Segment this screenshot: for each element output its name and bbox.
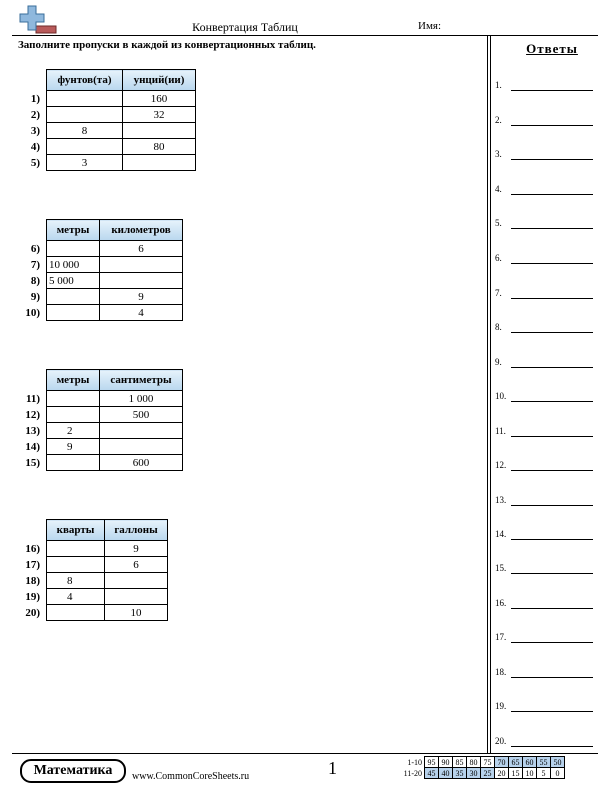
- problem-number: 20): [25, 606, 40, 619]
- table-row: [20, 541, 168, 557]
- table-cell[interactable]: 500: [100, 407, 183, 423]
- table-cell[interactable]: [100, 273, 183, 289]
- answer-line[interactable]: [511, 298, 593, 299]
- table-cell[interactable]: [47, 455, 100, 471]
- table-row: [20, 273, 183, 289]
- table-cell[interactable]: 4: [100, 305, 183, 321]
- answer-line[interactable]: [511, 746, 593, 747]
- answer-column-divider: [487, 35, 488, 753]
- answer-label: 9.: [495, 357, 502, 367]
- conversion-table-meters-kilometers: [20, 219, 183, 321]
- score-cell: 10: [523, 768, 537, 779]
- table-cell[interactable]: [47, 107, 123, 123]
- answer-line[interactable]: [511, 194, 593, 195]
- table-row: [20, 407, 183, 423]
- score-cell: 50: [551, 757, 565, 768]
- table-cell[interactable]: [47, 139, 123, 155]
- instructions: Заполните пропуски в каждой из конвертационных таблиц.: [18, 39, 316, 51]
- website-link[interactable]: www.CommonCoreSheets.ru: [132, 771, 250, 782]
- answer-label: 7.: [495, 288, 502, 298]
- problem-number: 15): [25, 456, 40, 469]
- table-cell[interactable]: [47, 241, 100, 257]
- table-row: [20, 557, 168, 573]
- table-cell[interactable]: [100, 439, 183, 455]
- problem-number: 1): [30, 92, 40, 105]
- table-cell[interactable]: [47, 605, 105, 621]
- page-title: Конвертация Таблиц: [192, 20, 298, 34]
- table-row: [20, 423, 183, 439]
- answer-line[interactable]: [511, 711, 593, 712]
- table-row: [20, 439, 183, 455]
- answer-label: 14.: [495, 529, 507, 539]
- score-cell: 40: [439, 768, 453, 779]
- problem-number: 13): [25, 424, 40, 437]
- score-cell: 55: [537, 757, 551, 768]
- table-row: [20, 91, 196, 107]
- answer-line[interactable]: [511, 642, 593, 643]
- table-cell[interactable]: [47, 557, 105, 573]
- answer-line[interactable]: [511, 367, 593, 368]
- problem-number: 12): [25, 408, 40, 421]
- table-cell[interactable]: [47, 391, 100, 407]
- table-cell[interactable]: 6: [100, 241, 183, 257]
- table-cell[interactable]: 8: [47, 573, 105, 589]
- page-number: 1: [328, 758, 337, 778]
- table-cell[interactable]: 80: [123, 139, 196, 155]
- table-row: [20, 139, 196, 155]
- answer-label: 10.: [495, 391, 507, 401]
- column-header: галлоны: [105, 520, 168, 541]
- conversion-table-meters-centimeters: [20, 369, 183, 471]
- score-cell: 0: [551, 768, 565, 779]
- answer-label: 16.: [495, 598, 507, 608]
- problem-number: 11): [25, 392, 40, 405]
- table-row: [20, 155, 196, 171]
- table-row: [20, 605, 168, 621]
- answer-line[interactable]: [511, 539, 593, 540]
- score-row: [396, 757, 565, 768]
- answer-label: 17.: [495, 632, 507, 642]
- answer-label: 4.: [495, 184, 502, 194]
- table-cell[interactable]: [47, 407, 100, 423]
- table-cell[interactable]: [47, 541, 105, 557]
- table-row: [20, 257, 183, 273]
- table-cell[interactable]: [100, 423, 183, 439]
- table-cell[interactable]: 8: [47, 123, 123, 139]
- answer-line[interactable]: [511, 436, 593, 437]
- answer-line[interactable]: [511, 470, 593, 471]
- table-row: [20, 455, 183, 471]
- problem-number: 3): [30, 124, 40, 137]
- table-cell[interactable]: [105, 589, 168, 605]
- column-header: фунтов(та): [47, 70, 123, 91]
- score-cell: 25: [481, 768, 495, 779]
- problem-number: 17): [25, 558, 40, 571]
- table-cell[interactable]: [47, 305, 100, 321]
- table-row: [20, 289, 183, 305]
- table-row: [20, 573, 168, 589]
- table-cell[interactable]: 9: [47, 439, 100, 455]
- score-cell: 20: [495, 768, 509, 779]
- problem-number: 7): [30, 258, 40, 271]
- column-header: кварты: [47, 520, 105, 541]
- answers-title: Ответы: [526, 41, 578, 56]
- problem-number: 4): [30, 140, 40, 153]
- score-cell: 65: [509, 757, 523, 768]
- score-cell: 30: [467, 768, 481, 779]
- table-row: [20, 107, 196, 123]
- score-cell: 35: [453, 768, 467, 779]
- answer-label: 8.: [495, 322, 502, 332]
- answer-label: 3.: [495, 149, 502, 159]
- problem-number: 18): [25, 574, 40, 587]
- answer-line[interactable]: [511, 505, 593, 506]
- table-cell[interactable]: 2: [47, 423, 100, 439]
- score-cell: 60: [523, 757, 537, 768]
- table-cell[interactable]: 9: [105, 541, 168, 557]
- score-cell: 95: [425, 757, 439, 768]
- table-cell[interactable]: 160: [123, 91, 196, 107]
- answer-label: 6.: [495, 253, 502, 263]
- table-cell[interactable]: 4: [47, 589, 105, 605]
- score-row: [396, 768, 565, 779]
- problem-number: 9): [30, 290, 40, 303]
- table-row: [20, 305, 183, 321]
- table-cell[interactable]: [47, 91, 123, 107]
- table-cell[interactable]: [105, 573, 168, 589]
- table-cell[interactable]: 1 000: [100, 391, 183, 407]
- table-cell[interactable]: 10 000: [47, 257, 100, 273]
- problem-number: 16): [25, 542, 40, 555]
- answer-label: 5.: [495, 218, 502, 228]
- footer-divider: [12, 753, 598, 754]
- answer-label: 15.: [495, 563, 507, 573]
- table-row: [20, 123, 196, 139]
- column-header: сантиметры: [100, 370, 183, 391]
- table-cell[interactable]: 5 000: [47, 273, 100, 289]
- table-row: [20, 391, 183, 407]
- problem-number: 2): [30, 108, 40, 121]
- table-cell[interactable]: [123, 155, 196, 171]
- answer-line[interactable]: [511, 159, 593, 160]
- problem-number: 6): [30, 242, 40, 255]
- conversion-table-pounds-ounces: [20, 69, 196, 171]
- answer-label: 2.: [495, 115, 502, 125]
- problem-number: 5): [30, 156, 40, 169]
- table-cell[interactable]: [100, 257, 183, 273]
- answer-line[interactable]: [511, 263, 593, 264]
- problem-number: 8): [30, 274, 40, 287]
- answer-label: 13.: [495, 495, 507, 505]
- answer-line[interactable]: [511, 573, 593, 574]
- score-cell: 85: [453, 757, 467, 768]
- table-row: [20, 589, 168, 605]
- problem-number: 19): [25, 590, 40, 603]
- score-row-label: 1-10: [407, 757, 422, 767]
- score-table: [396, 756, 565, 779]
- table-cell[interactable]: 600: [100, 455, 183, 471]
- answer-column-divider-inner: [490, 35, 491, 753]
- answer-line[interactable]: [511, 90, 593, 91]
- answer-label: 18.: [495, 667, 507, 677]
- score-cell: 5: [537, 768, 551, 779]
- score-cell: 80: [467, 757, 481, 768]
- table-cell[interactable]: 9: [100, 289, 183, 305]
- column-header: метры: [47, 220, 100, 241]
- brand-badge: Математика: [20, 759, 126, 783]
- score-cell: 70: [495, 757, 509, 768]
- table-cell[interactable]: 32: [123, 107, 196, 123]
- score-row-label: 11-20: [403, 768, 422, 778]
- answer-line[interactable]: [511, 677, 593, 678]
- answer-label: 12.: [495, 460, 507, 470]
- answer-label: 20.: [495, 736, 507, 746]
- answer-label: 1.: [495, 80, 502, 90]
- table-cell[interactable]: 10: [105, 605, 168, 621]
- score-cell: 75: [481, 757, 495, 768]
- table-cell[interactable]: [47, 289, 100, 305]
- table-cell[interactable]: [123, 123, 196, 139]
- problem-number: 14): [25, 440, 40, 453]
- column-header: метры: [47, 370, 100, 391]
- header-divider: [12, 35, 598, 36]
- answer-line[interactable]: [511, 401, 593, 402]
- name-label: Имя:: [418, 20, 442, 32]
- answer-line[interactable]: [511, 125, 593, 126]
- answer-line[interactable]: [511, 608, 593, 609]
- table-cell[interactable]: 6: [105, 557, 168, 573]
- answer-line[interactable]: [511, 332, 593, 333]
- score-cell: 90: [439, 757, 453, 768]
- column-header: километров: [100, 220, 183, 241]
- answer-label: 19.: [495, 701, 507, 711]
- table-cell[interactable]: 3: [47, 155, 123, 171]
- score-cell: 15: [509, 768, 523, 779]
- column-header: унций(ии): [123, 70, 196, 91]
- table-row: [20, 241, 183, 257]
- problem-number: 10): [25, 306, 40, 319]
- conversion-table-quarts-gallons: [20, 519, 168, 621]
- answer-label: 11.: [495, 426, 506, 436]
- answer-line[interactable]: [511, 228, 593, 229]
- score-cell: 45: [425, 768, 439, 779]
